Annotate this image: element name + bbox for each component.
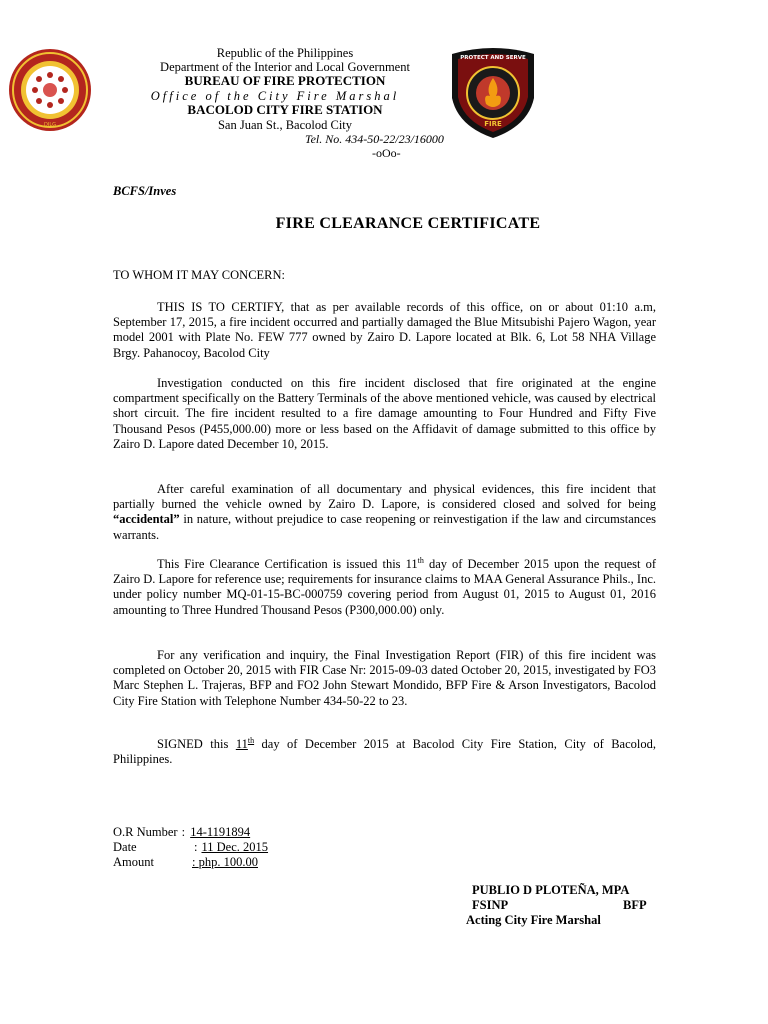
reference-code: BCFS/Inves xyxy=(113,184,177,198)
fee-row-date-value: : 11 Dec. 2015 xyxy=(194,840,269,854)
salutation: TO WHOM IT MAY CONCERN: xyxy=(113,268,286,282)
header-station: BACOLOD CITY FIRE STATION xyxy=(187,102,383,117)
header-telephone: Tel. No. 434-50-22/23/16000 xyxy=(305,132,444,146)
fee-value: 11 Dec. 2015 xyxy=(201,840,269,854)
fee-row-or-number: O.R Number : 14-1191894 xyxy=(113,825,251,839)
paragraph-verification: For any verification and inquiry, the Final Investigation Report (FIR) of this fire incident was completed on October 20, 2015 with FIR Case Nr: 2015-09-03 dated October 20, 2015, investigated by FO3 Marc Stephen L. Trajeras, BFP and FO2 John Stewart Mondido, BFP Fire & Arson Investigators, Bacolod City Fire Station with Telephone Number 434-50-22 to 23. xyxy=(113,648,656,708)
paragraph-certify: THIS IS TO CERTIFY, that as per available records of this office, on or about 01:10 a.m, September 17, 2015, a fire incident occurred and partially damaged the Blue Mitsubishi Pajero Wagon, year model 2001 with Plate No. FEW 777 owned by Zairo D. Lapore located at Blk. 6, Lot 58 NHA Village Brgy. Pahanocoy, Bacolod City xyxy=(113,300,656,360)
signatory-position: Acting City Fire Marshal xyxy=(466,913,601,927)
certificate-title: FIRE CLEARANCE CERTIFICATE xyxy=(275,215,541,232)
header-address: San Juan St., Bacolod City xyxy=(217,118,353,132)
header-department: Department of the Interior and Local Government xyxy=(160,60,410,74)
signatory-name: PUBLIO D PLOTEÑA, MPA xyxy=(472,883,630,897)
dilg-seal-abbr: DILG xyxy=(44,122,56,128)
header-separator: -oOo- xyxy=(372,146,401,160)
accidental-emphasis: “accidental” xyxy=(113,512,180,527)
dilg-seal-logo xyxy=(8,48,92,132)
paragraph-signed: SIGNED this 11th day of December 2015 at Bacolod City Fire Station, City of Bacolod, Philippines. xyxy=(113,735,656,767)
paragraph-investigation: Investigation conducted on this fire incident disclosed that fire originated at the engine compartment specifically on the Battery Terminals of the above mentioned vehicle, was caused by electrical short circuit. The fire incident resulted to a fire damage amounting to Four Hundred and Fifty Five Thousand Pesos (P455,000.00) more or less based on the Affidavit of damage submitted to this office by Zairo D. Lapore dated December 10, 2015. xyxy=(113,376,656,451)
header-office: Office of the City Fire Marshal xyxy=(150,89,400,103)
paragraph-examination: After careful examination of all documentary and physical evidences, this fire incident that partially burned the vehicle owned by Zairo D. Lapore, is considered closed and solved for being “accidental” in nature, without prejudice to case reopening or reinvestigation if the law and circumstances warrants. xyxy=(113,482,656,542)
svg-text:FIRE: FIRE xyxy=(484,120,502,128)
fee-label: Date xyxy=(113,840,137,854)
signatory-agency: BFP xyxy=(623,898,647,912)
fee-row-amount xyxy=(113,855,154,870)
fee-label: Amount xyxy=(113,855,154,869)
fee-row-date xyxy=(113,840,137,855)
fee-label: O.R Number xyxy=(113,825,178,839)
fee-row-amount-value: : php. 100.00 xyxy=(192,855,258,869)
fee-value: 14-1191894 xyxy=(190,825,251,839)
bfp-badge-top-text: PROTECT AND SERVE xyxy=(460,55,526,61)
paragraph-issuance: This Fire Clearance Certification is issued this 11th day of December 2015 upon the request of Zairo D. Lapore for reference use; requirements for insurance claims to MAA General Assurance Phils., Inc. under policy number MQ-01-15-BC-000759 covering period from August 01, 2015 to August 01, 2016 amounting to Three Hundred Thousand Pesos (P300,000.00) only. xyxy=(113,555,656,617)
header-bureau: BUREAU OF FIRE PROTECTION xyxy=(184,73,386,88)
header-republic: Republic of the Philippines xyxy=(216,46,354,60)
fee-value: php. 100.00 xyxy=(198,855,258,869)
signatory-rank: FSINP xyxy=(472,898,509,912)
